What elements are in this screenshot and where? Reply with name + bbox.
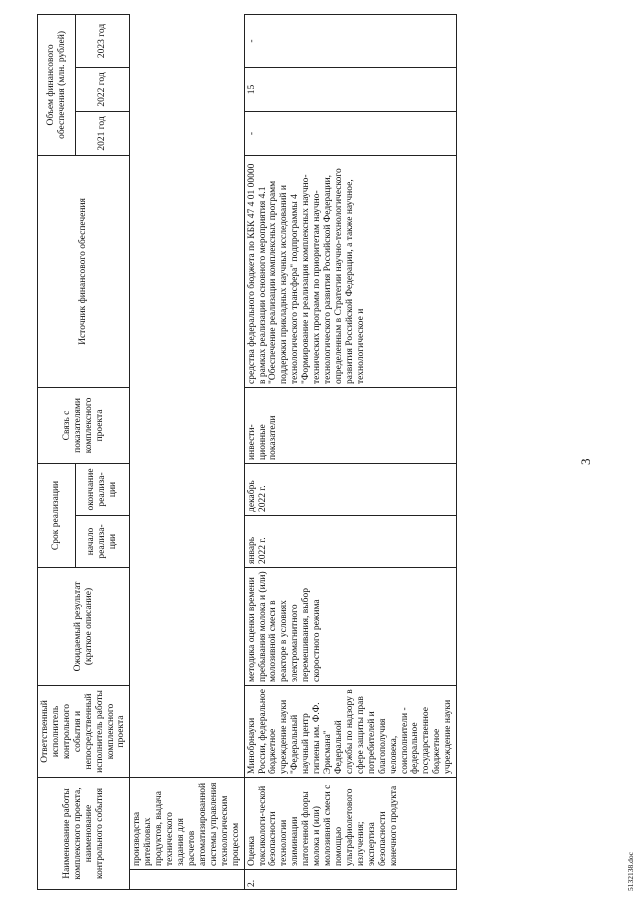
row-number: 2. [244, 870, 457, 890]
project-table [37, 14, 457, 890]
row-responsible: Минобрнауки России, федеральное бюджетное учреждение науки "Федеральный научный центр гигиены им. Ф.Ф. Эрисмана" Федеральной службы по надзору в сфере защиты прав потребителей и благополучия человека, соисполнители - федеральное государственное бюджетное учреждение науки [244, 685, 457, 777]
row-end: декабрь 2022 г. [244, 463, 457, 515]
row-link: инвести-ционные показатели [244, 387, 457, 463]
header-period: Срок реализации [38, 463, 76, 567]
header-link: Связь с показателями комплексного проекта [38, 387, 130, 463]
row-2023: - [244, 14, 457, 67]
header-2022: 2022 год [76, 67, 130, 111]
header-start: начало реализа-ции [76, 515, 130, 567]
header-2023: 2023 год [76, 14, 130, 67]
table-row-continuation [130, 14, 244, 889]
header-result: Ожидаемый результат (краткое описание) [38, 567, 130, 685]
page-number: 3 [578, 458, 593, 465]
header-row-1 [38, 14, 76, 889]
header-end: окончание реализа-ции [76, 463, 130, 515]
row-result: методика оценки времени пребывания молока и (или) молозивной смеси в реакторе в условиях электромагнитного перемешивания, выбор скоростного режима [244, 567, 457, 685]
header-source: Источник финансового обеспечения [38, 155, 130, 387]
document-reference: 5132138.doc [626, 852, 635, 891]
row-source: средства федерального бюджета по КБК 47 4 01 00000 в рамках реализации основного мероприятия 4.1 "Обеспечение реализации комплексных программ поддержки прикладных научных исследований и технологического трансфера" подпрограммы 4 "Формирование и реализация комплексных научно-технических программ по приоритетам научно-технологического развития Российской Федерации, определенным в Стратегии научно-технологического развития Российской Федерации, а также научное, технологическое и [244, 155, 457, 387]
row-2022: 15 [244, 67, 457, 111]
header-volume: Объем финансового обеспечения (млн. рублей) [38, 14, 76, 155]
header-2021: 2021 год [76, 111, 130, 155]
header-responsible: Ответственный исполнитель контрольного события и непосредственный исполнитель работы комплексного проекта [38, 685, 130, 777]
row-name: Оценка токсикологи-ческой безопасности технологии элиминации патогенной флоры молока и (или) молозивной смеси с помощью ультрафиолетового излучения; экспертиза безопасности конечного продукта [244, 777, 457, 869]
header-name: Наименование работы комплексного проекта, наименование контрольного события [38, 777, 130, 889]
table-row [244, 14, 457, 889]
row-2021: - [244, 111, 457, 155]
continuation-text: производства ритейловых продуктов, выдача технического задания для расчетов автоматизированной системы управления технологическим процессом [130, 777, 244, 869]
row-start: январь 2022 г. [244, 515, 457, 567]
